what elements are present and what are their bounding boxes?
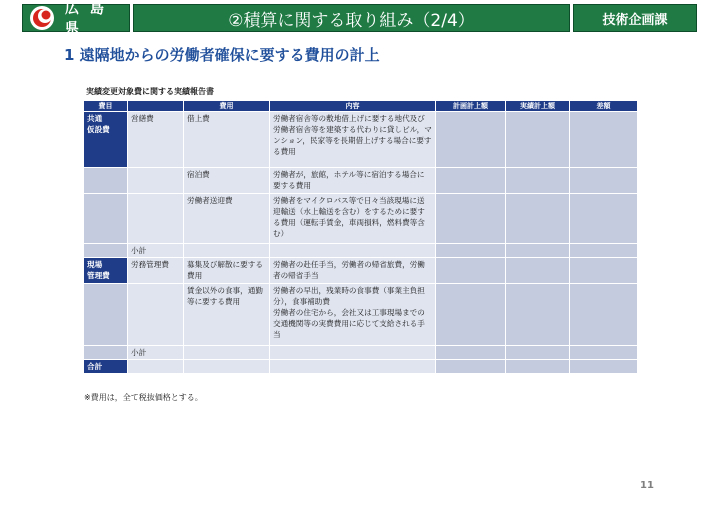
content-cell: 労働者宿舎等の敷地借上げに要する地代及び労働者宿舎等を建築する代わりに貸しビル，マンション，民家等を長期借上げする場合に要する費用 [270,112,436,168]
prefecture-name: 広 島 県 [65,1,107,37]
cost-item-cell [184,244,270,258]
difference-cell [570,244,638,258]
planned-amount-cell [436,194,506,244]
table-row [84,168,638,194]
cost-item-cell: 労働者送迎費 [184,194,270,244]
category-cell [84,244,128,258]
planned-amount-cell [436,346,506,360]
cost-item-cell [184,360,270,374]
table-row [84,284,638,346]
planned-amount-cell [436,244,506,258]
content-cell: 労働者をマイクロバス等で日々当該現場に送迎輸送（水上輸送を含む）をするために要する費用（運転手賃金，車両損料，燃料費等含む） [270,194,436,244]
subcategory-cell [128,168,184,194]
planned-amount-cell [436,168,506,194]
header-cell: 実績計上額 [506,101,570,112]
subtotal-label: 小計 [128,244,184,258]
subcategory-cell [128,284,184,346]
difference-cell [570,346,638,360]
report-table [83,100,638,374]
section-title: 1 遠隔地からの労働者確保に要する費用の計上 [64,46,380,64]
content-cell: 労働者が，旅館，ホテル等に宿泊する場合に要する費用 [270,168,436,194]
content-cell: 労働者の早出，残業時の食事費（事業主負担分），食事補助費 労働者の住宅から，会社又は工事現場までの交通機関等の実費費用に応じて支給される手当 [270,284,436,346]
total-row [84,360,638,374]
actual-amount-cell [506,168,570,194]
difference-cell [570,284,638,346]
header-cell: 差額 [570,101,638,112]
actual-amount-cell [506,346,570,360]
category-cell: 共通 仮設費 [84,112,128,168]
header-cell: 計画計上額 [436,101,506,112]
table-row [84,194,638,244]
cost-item-cell: 賃金以外の食事，通勤等に要する費用 [184,284,270,346]
total-label: 合計 [84,360,128,374]
difference-cell [570,258,638,284]
actual-amount-cell [506,258,570,284]
actual-amount-cell [506,284,570,346]
page-number: 11 [640,480,654,491]
footnote: ※費用は，全て税抜価格とする。 [84,393,203,402]
difference-cell [570,194,638,244]
subtotal-row [84,346,638,360]
page-title: ②積算に関する取り組み（2/4） [133,4,570,32]
difference-cell [570,360,638,374]
table-header-row [84,101,638,112]
content-cell [270,360,436,374]
category-cell [84,284,128,346]
department-label: 技術企画課 [573,4,697,32]
header-cell: 費用 [184,101,270,112]
planned-amount-cell [436,284,506,346]
prefecture-box [22,1,130,37]
content-cell: 労働者の赴任手当，労働者の帰省旅費，労働者の帰省手当 [270,258,436,284]
planned-amount-cell [436,258,506,284]
category-cell: 現場 管理費 [84,258,128,284]
category-cell [84,168,128,194]
actual-amount-cell [506,244,570,258]
actual-amount-cell [506,194,570,244]
header-cell: 費目 [84,101,128,112]
cost-item-cell [184,346,270,360]
subcategory-cell [128,360,184,374]
header-bar [22,1,697,37]
table-row [84,258,638,284]
subcategory-cell [128,194,184,244]
content-cell [270,244,436,258]
subtotal-label: 小計 [128,346,184,360]
actual-amount-cell [506,112,570,168]
table-caption: 実績変更対象費に関する実績報告書 [86,87,214,96]
difference-cell [570,168,638,194]
prefecture-logo [29,5,55,31]
difference-cell [570,112,638,168]
category-cell [84,194,128,244]
cost-item-cell: 宿泊費 [184,168,270,194]
content-cell [270,346,436,360]
subtotal-row [84,244,638,258]
category-cell [84,346,128,360]
planned-amount-cell [436,360,506,374]
header-cell [128,101,184,112]
header-cell: 内容 [270,101,436,112]
table-row [84,112,638,168]
subcategory-cell: 労務管理費 [128,258,184,284]
actual-amount-cell [506,360,570,374]
cost-item-cell: 借上費 [184,112,270,168]
cost-item-cell: 募集及び解散に要する費用 [184,258,270,284]
subcategory-cell: 営繕費 [128,112,184,168]
planned-amount-cell [436,112,506,168]
